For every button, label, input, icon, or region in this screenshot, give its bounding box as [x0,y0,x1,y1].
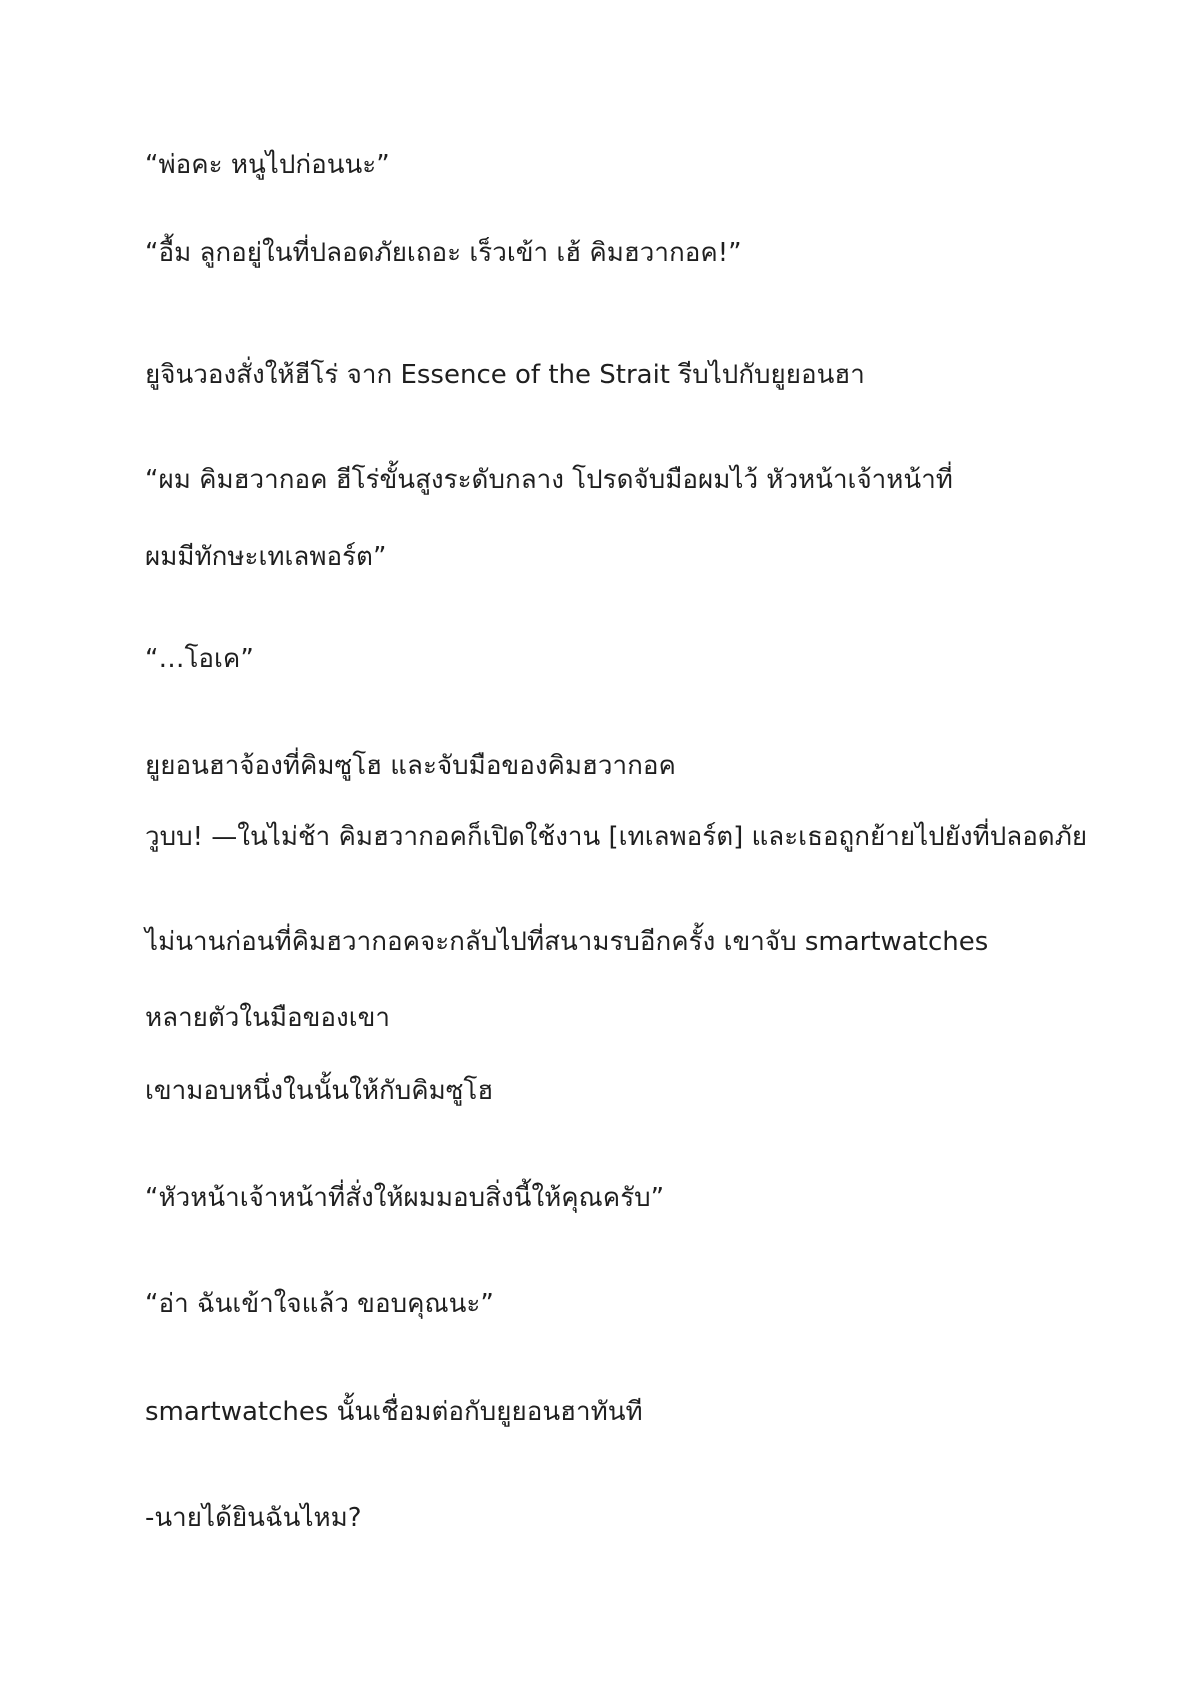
paragraph-line: “พ่อคะ หนูไปก่อนนะ” [145,150,390,180]
paragraph-line: ไม่นานก่อนที่คิมฮวากอคจะกลับไปที่สนามรบอีกครั้ง เขาจับ smartwatches [145,927,989,957]
paragraph-line: “อ่า ฉันเข้าใจแล้ว ขอบคุณนะ” [145,1289,494,1319]
paragraph-line: “หัวหน้าเจ้าหน้าที่สั่งให้ผมมอบสิ่งนี้ให้คุณครับ” [145,1183,665,1213]
paragraph-line: smartwatches นั้นเชื่อมต่อกับยูยอนฮาทันที [145,1397,643,1427]
paragraph-line: ผมมีทักษะเทเลพอร์ต” [145,542,387,572]
paragraph-line: “ผม คิมฮวากอค ฮีโร่ขั้นสูงระดับกลาง โปรดจับมือผมไว้ หัวหน้าเจ้าหน้าที่ [145,465,953,495]
paragraph-line: “…โอเค” [145,644,254,674]
paragraph-line: วูบบ! —ในไม่ช้า คิมฮวากอคก็เปิดใช้งาน [เทเลพอร์ต] และเธอถูกย้ายไปยังที่ปลอดภัย [145,822,1088,852]
paragraph-line: ยูยอนฮาจ้องที่คิมซูโฮ และจับมือของคิมฮวากอค [145,751,676,781]
paragraph-line: เขามอบหนึ่งในนั้นให้กับคิมซูโฮ [145,1076,494,1106]
paragraph-line: -นายได้ยินฉันไหม? [145,1503,362,1533]
paragraph-line: หลายตัวในมือของเขา [145,1003,390,1033]
paragraph-line: “อื้ม ลูกอยู่ในที่ปลอดภัยเถอะ เร็วเข้า เฮ้ คิมฮวากอค!” [145,238,742,268]
paragraph-line: ยูจินวองสั่งให้ฮีโร่ จาก Essence of the Strait รีบไปกับยูยอนฮา [145,360,865,390]
